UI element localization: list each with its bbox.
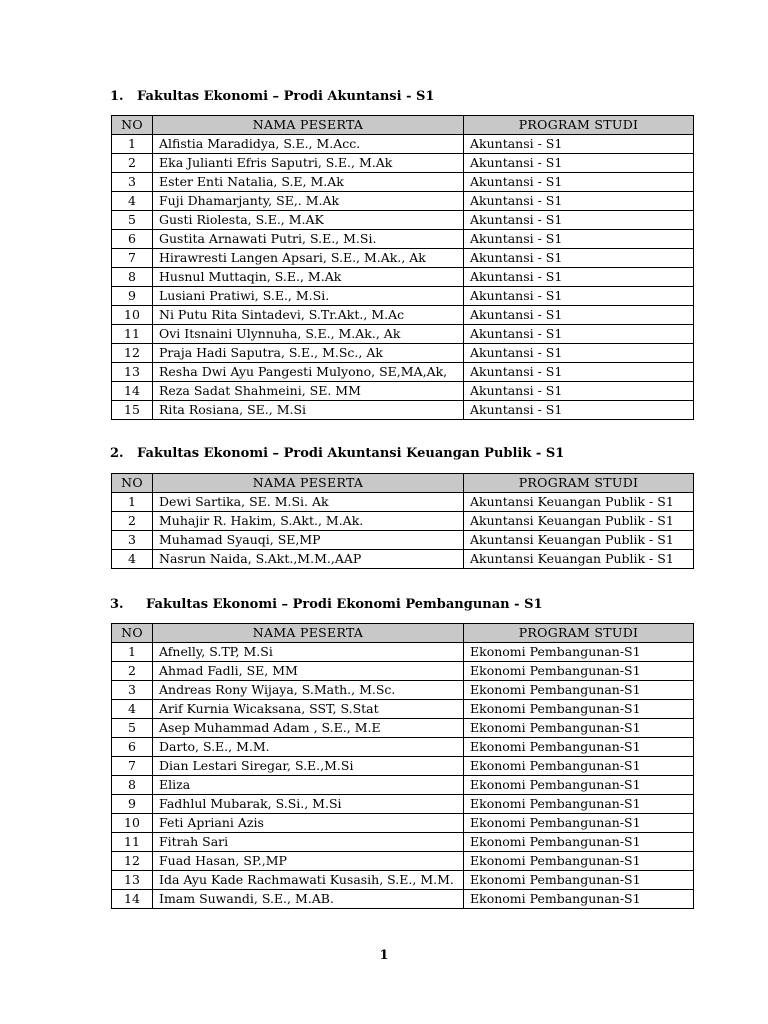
table-row — [112, 135, 694, 154]
participant-name: Husnul Muttaqin, S.E., M.Ak — [153, 268, 464, 287]
study-program: Ekonomi Pembangunan-S1 — [464, 757, 694, 776]
study-program: Akuntansi - S1 — [464, 211, 694, 230]
table-row — [112, 154, 694, 173]
row-number: 10 — [112, 814, 153, 833]
study-program: Ekonomi Pembangunan-S1 — [464, 852, 694, 871]
row-number: 14 — [112, 890, 153, 909]
participant-name: Muhamad Syauqi, SE,MP — [153, 531, 464, 550]
participant-name: Afnelly, S.TP, M.Si — [153, 643, 464, 662]
table-row — [112, 173, 694, 192]
row-number: 4 — [112, 192, 153, 211]
section-number: 3. — [110, 597, 124, 612]
study-program: Ekonomi Pembangunan-S1 — [464, 738, 694, 757]
study-program: Akuntansi - S1 — [464, 268, 694, 287]
table-row — [112, 493, 694, 512]
participant-name: Muhajir R. Hakim, S.Akt., M.Ak. — [153, 512, 464, 531]
participant-name: Dewi Sartika, SE. M.Si. Ak — [153, 493, 464, 512]
section-heading — [110, 597, 543, 613]
table-row — [112, 681, 694, 700]
table-row — [112, 325, 694, 344]
table-header-row — [112, 116, 694, 135]
table-row — [112, 643, 694, 662]
row-number: 12 — [112, 344, 153, 363]
table-row — [112, 662, 694, 681]
row-number: 13 — [112, 871, 153, 890]
participant-name: Dian Lestari Siregar, S.E.,M.Si — [153, 757, 464, 776]
row-number: 5 — [112, 211, 153, 230]
table-row — [112, 363, 694, 382]
row-number: 8 — [112, 268, 153, 287]
row-number: 6 — [112, 738, 153, 757]
row-number: 1 — [112, 493, 153, 512]
table-row — [112, 268, 694, 287]
participant-name: Hirawresti Langen Apsari, S.E., M.Ak., Ak — [153, 249, 464, 268]
participant-name: Fitrah Sari — [153, 833, 464, 852]
participant-name: Resha Dwi Ayu Pangesti Mulyono, SE,MA,Ak, — [153, 363, 464, 382]
row-number: 2 — [112, 512, 153, 531]
table-row — [112, 249, 694, 268]
row-number: 3 — [112, 173, 153, 192]
table-row — [112, 814, 694, 833]
participant-name: Lusiani Pratiwi, S.E., M.Si. — [153, 287, 464, 306]
table-row — [112, 871, 694, 890]
study-program: Ekonomi Pembangunan-S1 — [464, 890, 694, 909]
row-number: 3 — [112, 681, 153, 700]
table-row — [112, 776, 694, 795]
page-number: 1 — [379, 948, 389, 963]
table-header-row — [112, 474, 694, 493]
row-number: 11 — [112, 325, 153, 344]
study-program: Ekonomi Pembangunan-S1 — [464, 681, 694, 700]
header-no: NO — [112, 624, 153, 643]
participant-name: Gustita Arnawati Putri, S.E., M.Si. — [153, 230, 464, 249]
row-number: 4 — [112, 550, 153, 569]
participant-name: Fuad Hasan, SP.,MP — [153, 852, 464, 871]
study-program: Akuntansi - S1 — [464, 306, 694, 325]
participant-name: Imam Suwandi, S.E., M.AB. — [153, 890, 464, 909]
section-title: Fakultas Ekonomi – Prodi Ekonomi Pembangunan - S1 — [146, 597, 543, 612]
participant-name: Praja Hadi Saputra, S.E., M.Sc., Ak — [153, 344, 464, 363]
participant-name: Eka Julianti Efris Saputri, S.E., M.Ak — [153, 154, 464, 173]
header-program: PROGRAM STUDI — [464, 116, 694, 135]
header-program: PROGRAM STUDI — [464, 624, 694, 643]
participant-name: Arif Kurnia Wicaksana, SST, S.Stat — [153, 700, 464, 719]
header-name: NAMA PESERTA — [153, 116, 464, 135]
row-number: 1 — [112, 135, 153, 154]
study-program: Ekonomi Pembangunan-S1 — [464, 795, 694, 814]
table-row — [112, 795, 694, 814]
participant-name: Ida Ayu Kade Rachmawati Kusasih, S.E., M.M. — [153, 871, 464, 890]
section-heading — [110, 89, 434, 105]
participant-name: Ahmad Fadli, SE, MM — [153, 662, 464, 681]
study-program: Akuntansi - S1 — [464, 173, 694, 192]
row-number: 11 — [112, 833, 153, 852]
participant-name: Fuji Dhamarjanty, SE,. M.Ak — [153, 192, 464, 211]
section-title: Fakultas Ekonomi – Prodi Akuntansi Keuangan Publik - S1 — [137, 446, 565, 461]
row-number: 4 — [112, 700, 153, 719]
table-header-row — [112, 624, 694, 643]
study-program: Akuntansi - S1 — [464, 325, 694, 344]
study-program: Akuntansi - S1 — [464, 363, 694, 382]
study-program: Ekonomi Pembangunan-S1 — [464, 700, 694, 719]
participant-name: Gusti Riolesta, S.E., M.AK — [153, 211, 464, 230]
participant-name: Darto, S.E., M.M. — [153, 738, 464, 757]
table-row — [112, 306, 694, 325]
participant-name: Ovi Itsnaini Ulynnuha, S.E., M.Ak., Ak — [153, 325, 464, 344]
row-number: 7 — [112, 249, 153, 268]
study-program: Akuntansi - S1 — [464, 249, 694, 268]
study-program: Akuntansi Keuangan Publik - S1 — [464, 512, 694, 531]
table-row — [112, 230, 694, 249]
row-number: 5 — [112, 719, 153, 738]
participant-name: Asep Muhammad Adam , S.E., M.E — [153, 719, 464, 738]
row-number: 12 — [112, 852, 153, 871]
participant-name: Eliza — [153, 776, 464, 795]
header-name: NAMA PESERTA — [153, 624, 464, 643]
table-row — [112, 700, 694, 719]
study-program: Akuntansi - S1 — [464, 135, 694, 154]
study-program: Ekonomi Pembangunan-S1 — [464, 833, 694, 852]
table-row — [112, 738, 694, 757]
study-program: Ekonomi Pembangunan-S1 — [464, 776, 694, 795]
table-row — [112, 852, 694, 871]
study-program: Akuntansi - S1 — [464, 287, 694, 306]
study-program: Akuntansi - S1 — [464, 230, 694, 249]
table-row — [112, 287, 694, 306]
table-row — [112, 512, 694, 531]
row-number: 9 — [112, 287, 153, 306]
section-title: Fakultas Ekonomi – Prodi Akuntansi - S1 — [137, 89, 435, 104]
header-name: NAMA PESERTA — [153, 474, 464, 493]
study-program: Akuntansi - S1 — [464, 192, 694, 211]
study-program: Akuntansi - S1 — [464, 382, 694, 401]
study-program: Ekonomi Pembangunan-S1 — [464, 662, 694, 681]
row-number: 2 — [112, 662, 153, 681]
study-program: Ekonomi Pembangunan-S1 — [464, 719, 694, 738]
study-program: Akuntansi - S1 — [464, 401, 694, 420]
table-row — [112, 401, 694, 420]
header-program: PROGRAM STUDI — [464, 474, 694, 493]
section-number: 1. — [110, 89, 124, 104]
table-row — [112, 550, 694, 569]
section-number: 2. — [110, 446, 124, 461]
participant-name: Alfistia Maradidya, S.E., M.Acc. — [153, 135, 464, 154]
participant-name: Reza Sadat Shahmeini, SE. MM — [153, 382, 464, 401]
row-number: 13 — [112, 363, 153, 382]
participant-name: Ni Putu Rita Sintadevi, S.Tr.Akt., M.Ac — [153, 306, 464, 325]
participants-table — [111, 623, 694, 909]
table-row — [112, 757, 694, 776]
row-number: 6 — [112, 230, 153, 249]
row-number: 7 — [112, 757, 153, 776]
study-program: Akuntansi Keuangan Publik - S1 — [464, 493, 694, 512]
table-row — [112, 211, 694, 230]
table-row — [112, 382, 694, 401]
row-number: 3 — [112, 531, 153, 550]
row-number: 2 — [112, 154, 153, 173]
study-program: Akuntansi - S1 — [464, 154, 694, 173]
participant-name: Feti Apriani Azis — [153, 814, 464, 833]
table-row — [112, 344, 694, 363]
participant-name: Ester Enti Natalia, S.E, M.Ak — [153, 173, 464, 192]
study-program: Akuntansi Keuangan Publik - S1 — [464, 550, 694, 569]
table-row — [112, 531, 694, 550]
study-program: Ekonomi Pembangunan-S1 — [464, 814, 694, 833]
study-program: Akuntansi Keuangan Publik - S1 — [464, 531, 694, 550]
row-number: 8 — [112, 776, 153, 795]
section-heading — [110, 446, 564, 462]
row-number: 10 — [112, 306, 153, 325]
participant-name: Fadhlul Mubarak, S.Si., M.Si — [153, 795, 464, 814]
participant-name: Andreas Rony Wijaya, S.Math., M.Sc. — [153, 681, 464, 700]
participant-name: Nasrun Naida, S.Akt.,M.M.,AAP — [153, 550, 464, 569]
participant-name: Rita Rosiana, SE., M.Si — [153, 401, 464, 420]
header-no: NO — [112, 474, 153, 493]
table-row — [112, 719, 694, 738]
study-program: Ekonomi Pembangunan-S1 — [464, 871, 694, 890]
participants-table — [111, 473, 694, 569]
table-row — [112, 192, 694, 211]
row-number: 15 — [112, 401, 153, 420]
table-row — [112, 833, 694, 852]
row-number: 1 — [112, 643, 153, 662]
table-row — [112, 890, 694, 909]
study-program: Akuntansi - S1 — [464, 344, 694, 363]
header-no: NO — [112, 116, 153, 135]
row-number: 9 — [112, 795, 153, 814]
participants-table — [111, 115, 694, 420]
row-number: 14 — [112, 382, 153, 401]
study-program: Ekonomi Pembangunan-S1 — [464, 643, 694, 662]
